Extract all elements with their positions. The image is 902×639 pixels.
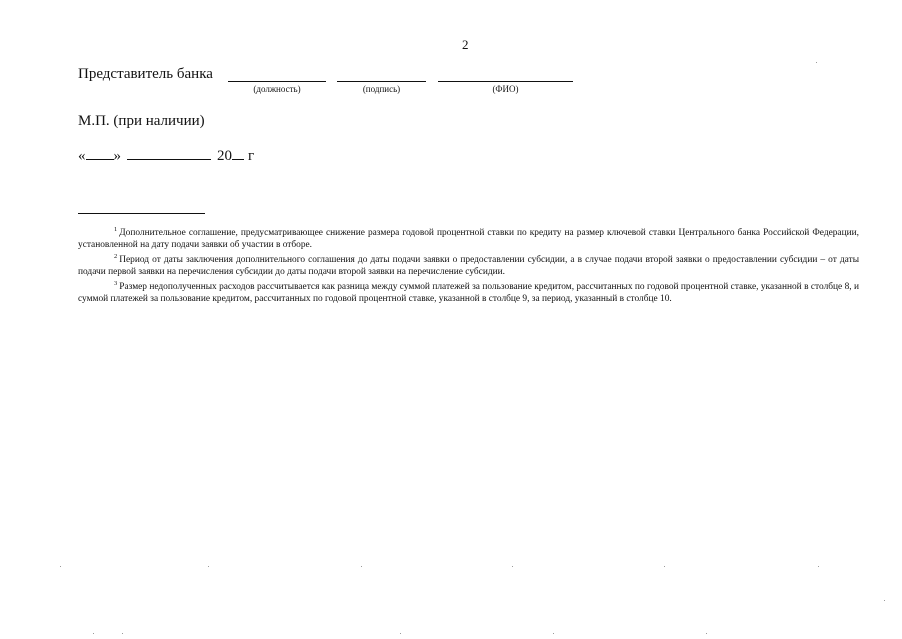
footnote-3-mark: 3 xyxy=(114,280,118,287)
footnote-1-mark: 1 xyxy=(114,226,118,233)
scan-speck xyxy=(122,633,123,634)
scan-speck xyxy=(208,566,209,567)
year-suffix: г xyxy=(248,148,255,164)
footnote-2-mark: 2 xyxy=(114,253,118,260)
footnotes xyxy=(78,224,859,305)
scan-speck xyxy=(816,62,817,63)
footnote-separator xyxy=(78,213,205,214)
stamp-label: М.П. (при наличии) xyxy=(78,113,205,129)
day-blank xyxy=(86,147,114,160)
date-close-quote: » xyxy=(113,148,121,164)
footnote-1 xyxy=(78,224,859,251)
signature-field xyxy=(337,81,426,97)
footnote-3-text: Размер недополученных расходов рассчитывается как разница между суммой платежей за пользование кредитом, рассчитанных по годовой процентной ставке, указанной в столбце 8, и суммой платежей за пользование кредитом, рассчитанных по годовой процентной ставке, указанной в столбце 9, за период, указанный в столбце 10. xyxy=(78,282,859,304)
position-caption: (должность) xyxy=(253,84,301,94)
scan-speck xyxy=(93,633,94,634)
scan-speck xyxy=(361,566,362,567)
scan-speck xyxy=(884,600,885,601)
footnote-2 xyxy=(78,251,859,278)
footnote-1-text: Дополнительное соглашение, предусматривающее снижение размера годовой процентной ставки по кредиту на размер ключевой ставки Центрального банка Российской Федерации, установленной на дату подачи заявки об участии в отборе. xyxy=(78,228,859,250)
scan-speck xyxy=(400,633,401,634)
position-field xyxy=(228,81,326,97)
page-number: 2 xyxy=(462,37,469,52)
year-blank xyxy=(232,147,244,160)
scan-speck xyxy=(706,633,707,634)
scan-speck xyxy=(60,566,61,567)
scan-speck xyxy=(553,633,554,634)
position-line xyxy=(228,81,326,82)
scan-speck xyxy=(664,566,665,567)
date-open-quote: « xyxy=(78,148,86,164)
full-name-line xyxy=(438,81,573,82)
month-blank xyxy=(127,147,211,160)
full-name-field xyxy=(438,81,573,97)
footnote-2-text: Период от даты заключения дополнительного соглашения до даты подачи заявки о предоставлении субсидии, а в случае подачи второй заявки о предоставлении субсидии – от даты подачи первой заявки на перечисления субсидии до даты подачи второй заявки на перечисление субсидии. xyxy=(78,255,859,277)
year-prefix: 20 xyxy=(217,148,232,164)
full-name-caption: (ФИО) xyxy=(492,84,519,94)
signature-caption: (подпись) xyxy=(362,84,401,94)
scan-speck xyxy=(512,566,513,567)
scan-speck xyxy=(818,566,819,567)
representative-label: Представитель банка xyxy=(78,66,213,82)
signature-line xyxy=(337,81,426,82)
date-line xyxy=(78,147,254,165)
footnote-3 xyxy=(78,278,859,305)
